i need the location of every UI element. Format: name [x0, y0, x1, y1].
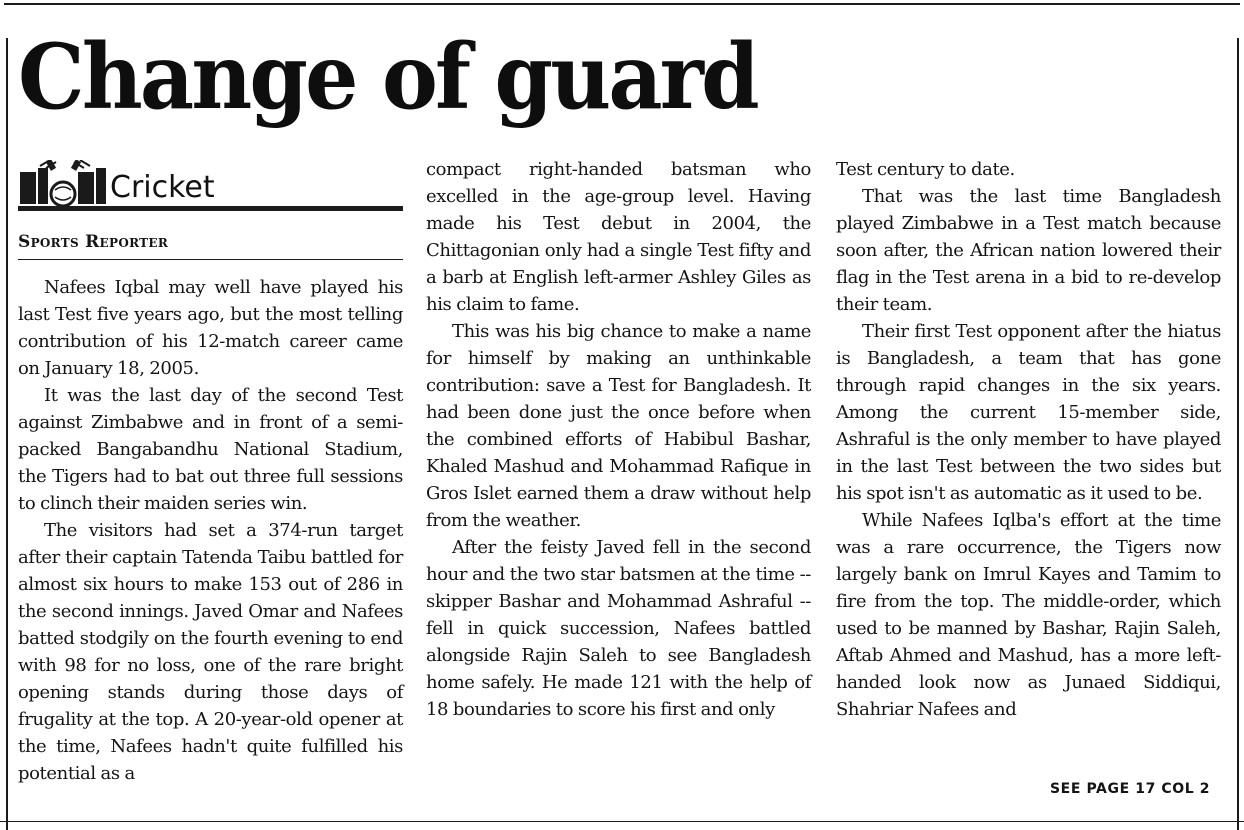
paragraph: This was his big chance to make a name for himself by making an unthinkable contribution: save a Test for Bangladesh. It had been done just the once before when the combined efforts of Habibul Bashar, Khaled Mashud and Mohammad Rafique in Gros Islet earned them a draw without help from the weather.	[426, 321, 811, 531]
section-rule	[18, 206, 403, 211]
byline: Sports Reporter	[18, 232, 169, 252]
paragraph: It was the last day of the second Test against Zimbabwe and in front of a semi-packed Bangabandhu National Stadium, the Tigers had to bat out three full sessions to clinch their maiden series win.	[18, 385, 403, 514]
paragraph: Their first Test opponent after the hiatus is Bangladesh, a team that has gone through rapid changes in the six years. Among the current 15-member side, Ashraful is the only member to have played in the last Test between the two sides but his spot isn't as automatic as it used to be.	[836, 321, 1221, 504]
section-label: Cricket	[110, 170, 215, 205]
article-column-3	[836, 156, 1221, 723]
paragraph: While Nafees Iqlba's effort at the time was a rare occurrence, the Tigers now largely bank on Imrul Kayes and Tamim to fire from the top. The middle-order, which used to be manned by Bashar, Rajin Saleh, Aftab Ahmed and Mashud, has a more left-handed look now as Junaed Siddiqui, Shahriar Nafees and	[836, 510, 1221, 720]
continuation-note: SEE PAGE 17 COL 2	[1050, 781, 1211, 797]
paragraph: After the feisty Javed fell in the second hour and the two star batsmen at the time -- skipper Bashar and Mohammad Ashraful -- fell in quick succession, Nafees battled alongside Rajin Saleh to see Bangladesh home safely. He made 121 with the help of 18 boundaries to score his first and only	[426, 537, 811, 720]
left-frame-rule	[6, 38, 8, 830]
top-rule	[4, 3, 1240, 5]
article-column-2	[426, 156, 811, 723]
headline: Change of guard	[18, 24, 757, 130]
cricket-bat-ball-icon	[18, 160, 108, 208]
right-frame-rule	[1237, 38, 1239, 830]
section-header	[18, 160, 403, 212]
bottom-rule	[0, 821, 1244, 822]
paragraph: That was the last time Bangladesh played Zimbabwe in a Test match because soon after, the African nation lowered their flag in the Test arena in a bid to re-develop their team.	[836, 186, 1221, 315]
paragraph: The visitors had set a 374-run target after their captain Tatenda Taibu battled for almost six hours to make 153 out of 286 in the second innings. Javed Omar and Nafees batted stodgily on the fourth evening to end with 98 for no loss, one of the rare bright opening stands during those days of frugality at the top. A 20-year-old opener at the time, Nafees hadn't quite fulfilled his potential as a	[18, 520, 403, 784]
byline-rule	[18, 259, 403, 260]
paragraph: compact right-handed batsman who excelled in the age-group level. Having made his Test debut in 2004, the Chittagonian only had a single Test fifty and a barb at English left-armer Ashley Giles as his claim to fame.	[426, 159, 811, 315]
article-column-1	[18, 274, 403, 787]
paragraph: Test century to date.	[836, 159, 1015, 180]
paragraph: Nafees Iqbal may well have played his last Test five years ago, but the most telling contribution of his 12-match career came on January 18, 2005.	[18, 277, 403, 379]
